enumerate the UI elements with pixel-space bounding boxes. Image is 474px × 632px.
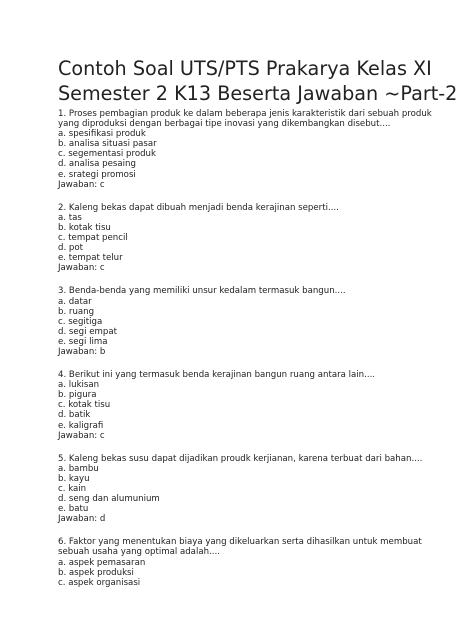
answer-option: b. kotak tisu	[58, 222, 111, 233]
answer-option: b. analisa situasi pasar	[58, 139, 157, 150]
question-1	[58, 109, 458, 190]
answer-key: Jawaban: c	[58, 263, 105, 274]
question-text: 1. Proses pembagian produk ke dalam beberapa jenis karakteristik dari sebuah produk	[58, 109, 432, 119]
answer-option: a. lukisan	[58, 380, 100, 391]
answer-option: e. srategi promosi	[58, 169, 136, 180]
question-3	[58, 286, 458, 357]
answer-option: d. batik	[58, 410, 91, 421]
answer-option: b. aspek produksi	[58, 567, 134, 578]
answer-option: c. aspek organisasi	[58, 577, 141, 588]
answer-option: c. kain	[58, 484, 87, 494]
answer-option: a. tas	[58, 212, 82, 223]
question-text: 4. Berikut ini yang termasuk benda kerajinan bangun ruang antara lain....	[58, 370, 376, 381]
title-line-2: Semester 2 K13 Beserta Jawaban ~Part-2	[58, 82, 458, 105]
answer-option: e. kaligrafi	[58, 420, 104, 431]
answer-key: Jawaban: b	[58, 346, 106, 357]
document-title	[58, 56, 458, 106]
answer-option: c. tempat pencil	[58, 233, 128, 244]
answer-option: e. tempat telur	[58, 253, 123, 264]
question-5	[58, 454, 458, 525]
answer-option: c. kotak tisu	[58, 400, 111, 411]
answer-key: Jawaban: d	[58, 514, 106, 525]
answer-option: d. seng dan alumunium	[58, 494, 160, 505]
answer-option: b. kayu	[58, 473, 90, 484]
question-text: 3. Benda-benda yang memiliki unsur kedalam termasuk bangun....	[58, 286, 346, 297]
answer-option: b. ruang	[58, 306, 95, 317]
answer-option: c. segitiga	[58, 316, 103, 327]
answer-option: d. pot	[58, 243, 84, 254]
answer-option: d. segi empat	[58, 326, 118, 337]
answer-option: a. aspek pemasaran	[58, 557, 146, 568]
answer-option: a. bambu	[58, 463, 99, 474]
answer-option: b. pigura	[58, 390, 97, 401]
question-text: 6. Faktor yang menentukan biaya yang dikeluarkan serta dihasilkan untuk membuat	[58, 537, 422, 548]
answer-key: Jawaban: c	[58, 179, 105, 190]
document-page	[58, 56, 458, 601]
answer-option: a. spesifikasi produk	[58, 129, 146, 140]
answer-option: c. segementasi produk	[58, 149, 156, 160]
question-text: 5. Kaleng bekas susu dapat dijadikan proudk kerjianan, karena terbuat dari bahan....	[58, 453, 423, 464]
answer-key: Jawaban: c	[58, 430, 105, 441]
answer-option: e. batu	[58, 504, 89, 515]
answer-option: d. analisa pesaing	[58, 159, 136, 170]
answer-option: a. datar	[58, 296, 92, 307]
title-line-1: Contoh Soal UTS/PTS Prakarya Kelas XI	[58, 57, 432, 80]
question-text: yang diproduksi dengan berbagai tipe inovasi yang dikembangkan disebut....	[58, 119, 391, 130]
question-6	[58, 537, 458, 587]
question-4	[58, 370, 458, 441]
question-2	[58, 203, 458, 274]
question-text: 2. Kaleng bekas dapat dibuah menjadi benda kerajinan seperti....	[58, 202, 339, 213]
answer-option: e. segi lima	[58, 336, 108, 347]
question-text: sebuah usaha yang optimal adalah....	[58, 547, 220, 558]
